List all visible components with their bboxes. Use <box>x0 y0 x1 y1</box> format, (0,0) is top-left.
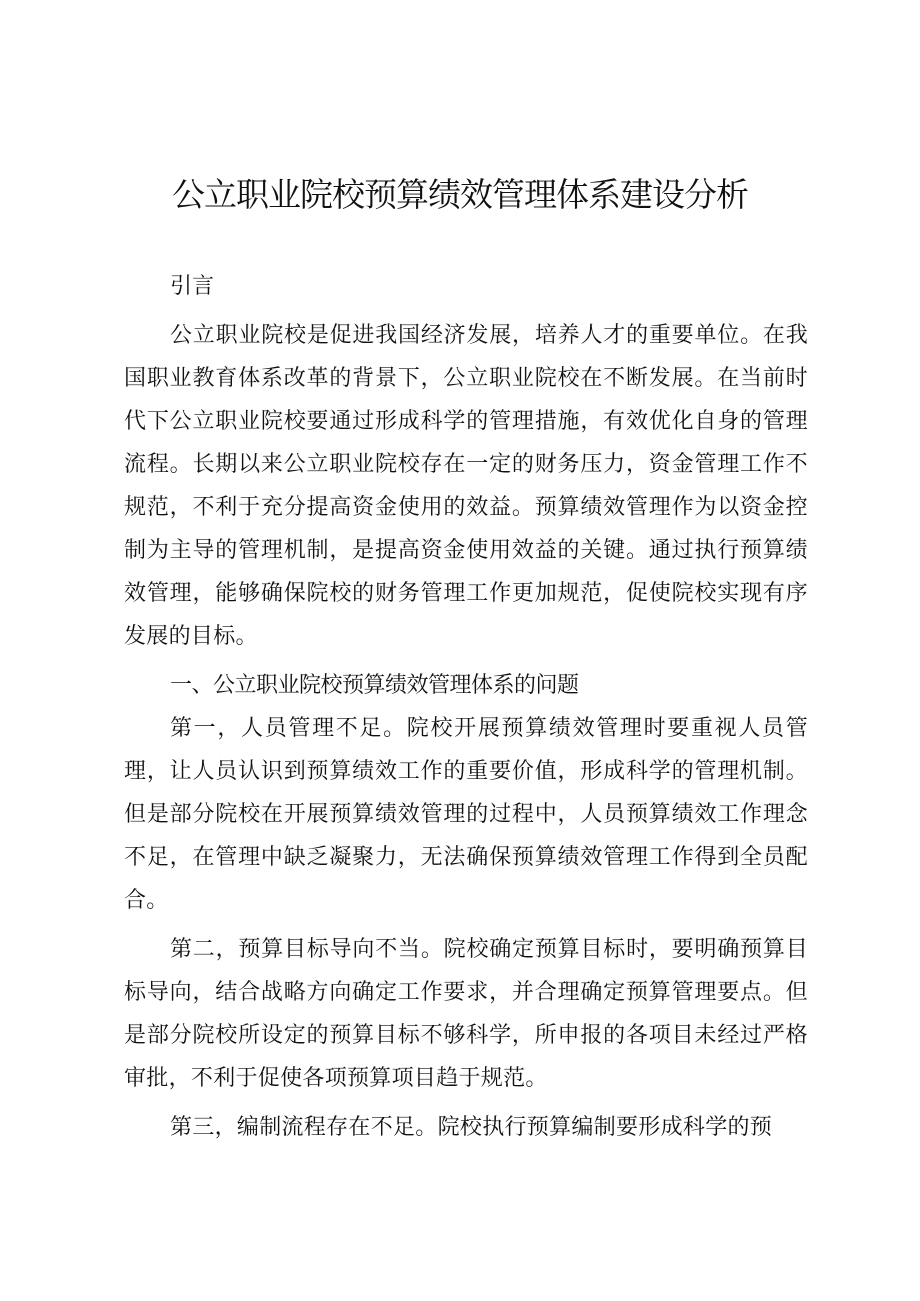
paragraph-point-3: 第三，编制流程存在不足。院校执行预算编制要形成科学的预 <box>170 1115 773 1140</box>
intro-paragraph: 公立职业院校是促进我国经济发展，培养人才的重要单位。在我国职业教育体系改革的背景下，公立职业院校在不断发展。在当前时代下公立职业院校要通过形成科学的管理措施，有效优化自身的管理流程。长期以来公立职业院校存在一定的财务压力，资金管理工作不规范，不利于充分提高资金使用的效益。预算绩效管理作为以资金控制为主导的管理机制，是提高资金使用效益的关键。通过执行预算绩效管理，能够确保院校的财务管理工作更加规范，促使院校实现有序发展的目标。 <box>124 323 808 649</box>
section-heading: 一、公立职业院校预算绩效管理体系的问题 <box>170 673 579 698</box>
paragraph-point-1: 第一，人员管理不足。院校开展预算绩效管理时要重视人员管理，让人员认识到预算绩效工作的重要价值，形成科学的管理机制。但是部分院校在开展预算绩效管理的过程中，人员预算绩效工作理念不足，在管理中缺乏凝聚力，无法确保预算绩效管理工作得到全员配合。 <box>124 716 808 913</box>
intro-label: 引言 <box>170 274 215 299</box>
paragraph-point-2: 第二，预算目标导向不当。院校确定预算目标时，要明确预算目标导向，结合战略方向确定工作要求，并合理确定预算管理要点。但是部分院校所设定的预算目标不够科学，所申报的各项目未经过严格审批，不利于促使各项预算项目趋于规范。 <box>124 937 808 1091</box>
document-title: 公立职业院校预算绩效管理体系建设分析 <box>172 175 748 214</box>
document-body <box>124 265 808 1149</box>
